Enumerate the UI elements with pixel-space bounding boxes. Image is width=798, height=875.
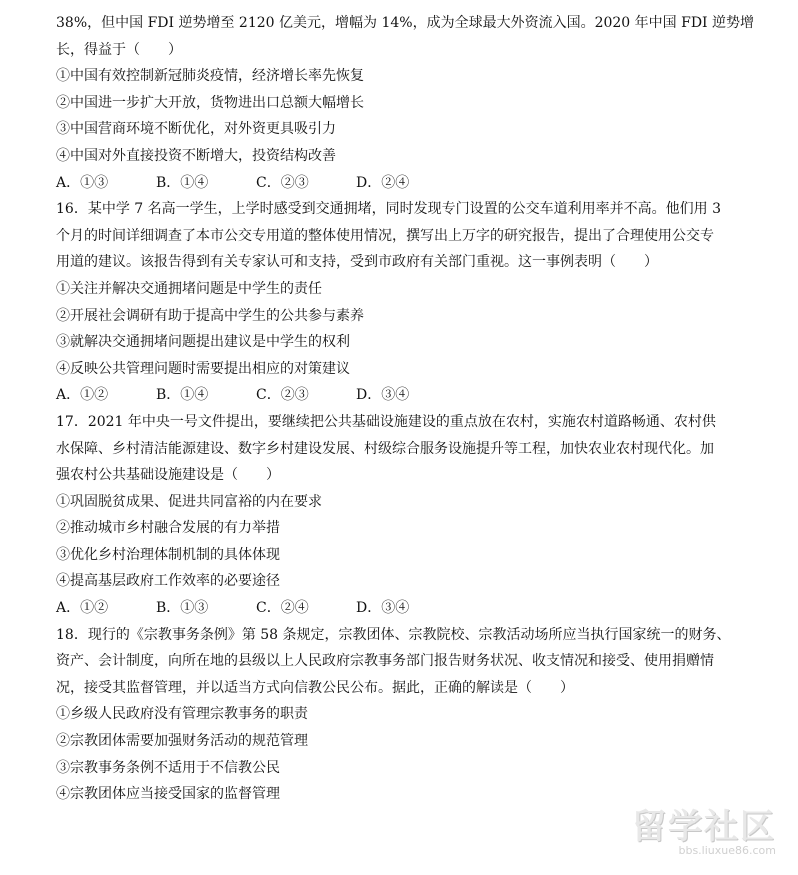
question-15-option-1: ①中国有效控制新冠肺炎疫情，经济增长率先恢复 xyxy=(56,68,364,85)
choice-b: B．①③ xyxy=(156,600,209,617)
watermark-logo: 留学社区 xyxy=(632,807,776,847)
choice-b: B．①④ xyxy=(156,174,209,191)
question-15-stem-line-2: 长，得益于（ ） xyxy=(56,41,182,58)
question-18-option-3: ③宗教事务条例不适用于不信教公民 xyxy=(56,759,280,776)
question-17-stem-line-2: 水保障、乡村清洁能源建设、数字乡村建设发展、村级综合服务设施提升等工程，加快农业农村现代化。加 xyxy=(56,440,714,457)
question-16-stem-line-3: 用道的建议。该报告得到有关专家认可和支持，受到市政府有关部门重视。这一事例表明（ ） xyxy=(56,254,658,271)
question-15-stem-line-1: 38%，但中国 FDI 逆势增至 2120 亿美元，增幅为 14%，成为全球最大外资流入国。2020 年中国 FDI 逆势增 xyxy=(56,15,755,31)
question-16-stem-line-1: 16．某中学 7 名高一学生，上学时感受到交通拥堵，同时发现专门设置的公交车道利用率并不高。他们用 3 xyxy=(56,201,721,218)
question-18-option-4: ④宗教团体应当接受国家的监督管理 xyxy=(56,786,280,803)
question-18-stem-line-3: 况，接受其监督管理，并以适当方式向信教公民公布。据此，正确的解读是（ ） xyxy=(56,679,574,696)
question-18-option-1: ①乡级人民政府没有管理宗教事务的职责 xyxy=(56,706,308,723)
question-15-option-4: ④中国对外直接投资不断增大，投资结构改善 xyxy=(56,147,336,164)
question-16-option-2: ②开展社会调研有助于提高中学生的公共参与素养 xyxy=(56,307,364,324)
question-16-option-4: ④反映公共管理问题时需要提出相应的对策建议 xyxy=(56,360,350,377)
choice-b: B．①④ xyxy=(156,387,209,404)
question-15 xyxy=(56,10,755,196)
choice-d: D．③④ xyxy=(356,600,410,617)
choice-c: C．②③ xyxy=(256,174,309,191)
question-15-option-2: ②中国进一步扩大开放，货物进出口总额大幅增长 xyxy=(56,94,364,111)
question-18-option-2: ②宗教团体需要加强财务活动的规范管理 xyxy=(56,733,308,750)
watermark xyxy=(632,799,776,857)
question-18 xyxy=(56,622,746,808)
question-18-stem-line-1: 18．现行的《宗教事务条例》第 58 条规定，宗教团体、宗教院校、宗教活动场所应当执行国家统一的财务、 xyxy=(56,626,731,643)
choice-c: C．②③ xyxy=(256,387,309,404)
choice-a: A．①② xyxy=(56,387,109,404)
question-16-stem-line-2: 个月的时间详细调查了本市公交专用道的整体使用情况，撰写出上万字的研究报告，提出了合理使用公交专 xyxy=(56,227,714,244)
question-16 xyxy=(56,196,746,409)
question-17-option-2: ②推动城市乡村融合发展的有力举措 xyxy=(56,520,280,537)
question-17-option-4: ④提高基层政府工作效率的必要途径 xyxy=(56,573,280,590)
choice-c: C．②④ xyxy=(256,600,309,617)
question-17-option-1: ①巩固脱贫成果、促进共同富裕的内在要求 xyxy=(56,493,322,510)
question-16-choices xyxy=(56,382,746,409)
question-17-stem-line-3: 强农村公共基础设施建设是（ ） xyxy=(56,467,280,484)
choice-a: A．①③ xyxy=(56,174,109,191)
watermark-url: bbs.liuxue86.com xyxy=(678,844,776,857)
choice-a: A．①② xyxy=(56,600,109,617)
question-16-option-1: ①关注并解决交通拥堵问题是中学生的责任 xyxy=(56,280,322,297)
question-17-option-3: ③优化乡村治理体制机制的具体体现 xyxy=(56,546,280,563)
question-17-choices xyxy=(56,595,746,622)
choice-d: D．③④ xyxy=(356,387,410,404)
question-17-stem-line-1: 17．2021 年中央一号文件提出，要继续把公共基础设施建设的重点放在农村，实施农村道路畅通、农村供 xyxy=(56,413,716,430)
question-18-stem-line-2: 资产、会计制度，向所在地的县级以上人民政府宗教事务部门报告财务状况、收支情况和接受、使用捐赠情 xyxy=(56,653,714,670)
question-15-choices xyxy=(56,170,746,197)
exam-page xyxy=(56,10,755,808)
question-15-option-3: ③中国营商环境不断优化，对外资更具吸引力 xyxy=(56,121,336,138)
question-17 xyxy=(56,409,746,622)
choice-d: D．②④ xyxy=(356,174,410,191)
question-16-option-3: ③就解决交通拥堵问题提出建议是中学生的权利 xyxy=(56,334,350,351)
